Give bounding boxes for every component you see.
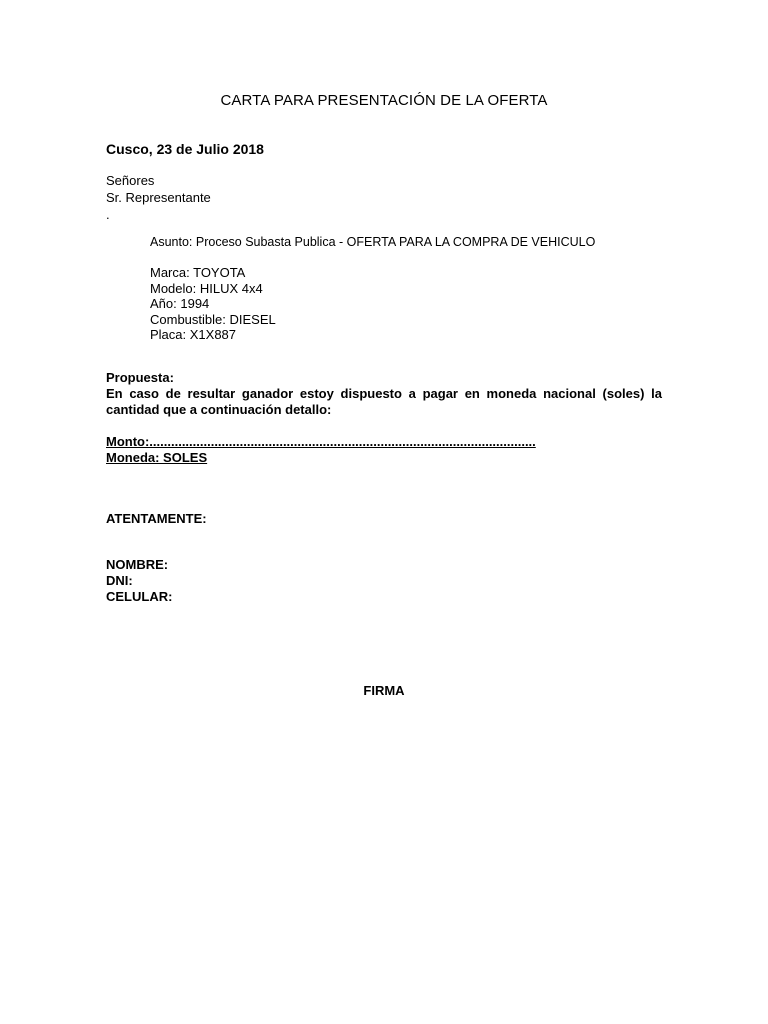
phone-field-label: CELULAR: (106, 589, 173, 604)
addressee-line: . (106, 207, 110, 222)
signature-label: FIRMA (363, 683, 405, 698)
vehicle-plate: Placa: X1X887 (150, 327, 237, 342)
amount-line: Monto:........................................................................................................... (106, 434, 536, 449)
addressee-line: Sr. Representante (106, 190, 211, 205)
proposal-label: Propuesta: (106, 370, 174, 385)
document-title: CARTA PARA PRESENTACIÓN DE LA OFERTA (220, 92, 548, 109)
proposal-text: En caso de resultar ganador estoy dispuesto a pagar en moneda nacional (soles) la cantidad que a continuación detallo: (106, 386, 662, 417)
vehicle-brand: Marca: TOYOTA (150, 265, 246, 280)
dni-field-label: DNI: (106, 573, 133, 588)
closing-line: ATENTAMENTE: (106, 511, 207, 526)
addressee-block (106, 172, 211, 223)
subject-line: Asunto: Proceso Subasta Publica - OFERTA PARA LA COMPRA DE VEHICULO (150, 235, 596, 249)
signer-fields (106, 557, 172, 605)
vehicle-model: Modelo: HILUX 4x4 (150, 280, 263, 296)
currency-line: Moneda: SOLES (106, 450, 208, 465)
date-line: Cusco, 23 de Julio 2018 (106, 141, 264, 157)
vehicle-year: Año: 1994 (150, 296, 210, 311)
vehicle-fuel: Combustible: DIESEL (150, 311, 276, 327)
proposal-block (106, 370, 662, 418)
name-field-label: NOMBRE: (106, 557, 169, 572)
addressee-line: Señores (106, 173, 155, 188)
vehicle-details (150, 265, 276, 343)
amount-block (106, 434, 536, 466)
